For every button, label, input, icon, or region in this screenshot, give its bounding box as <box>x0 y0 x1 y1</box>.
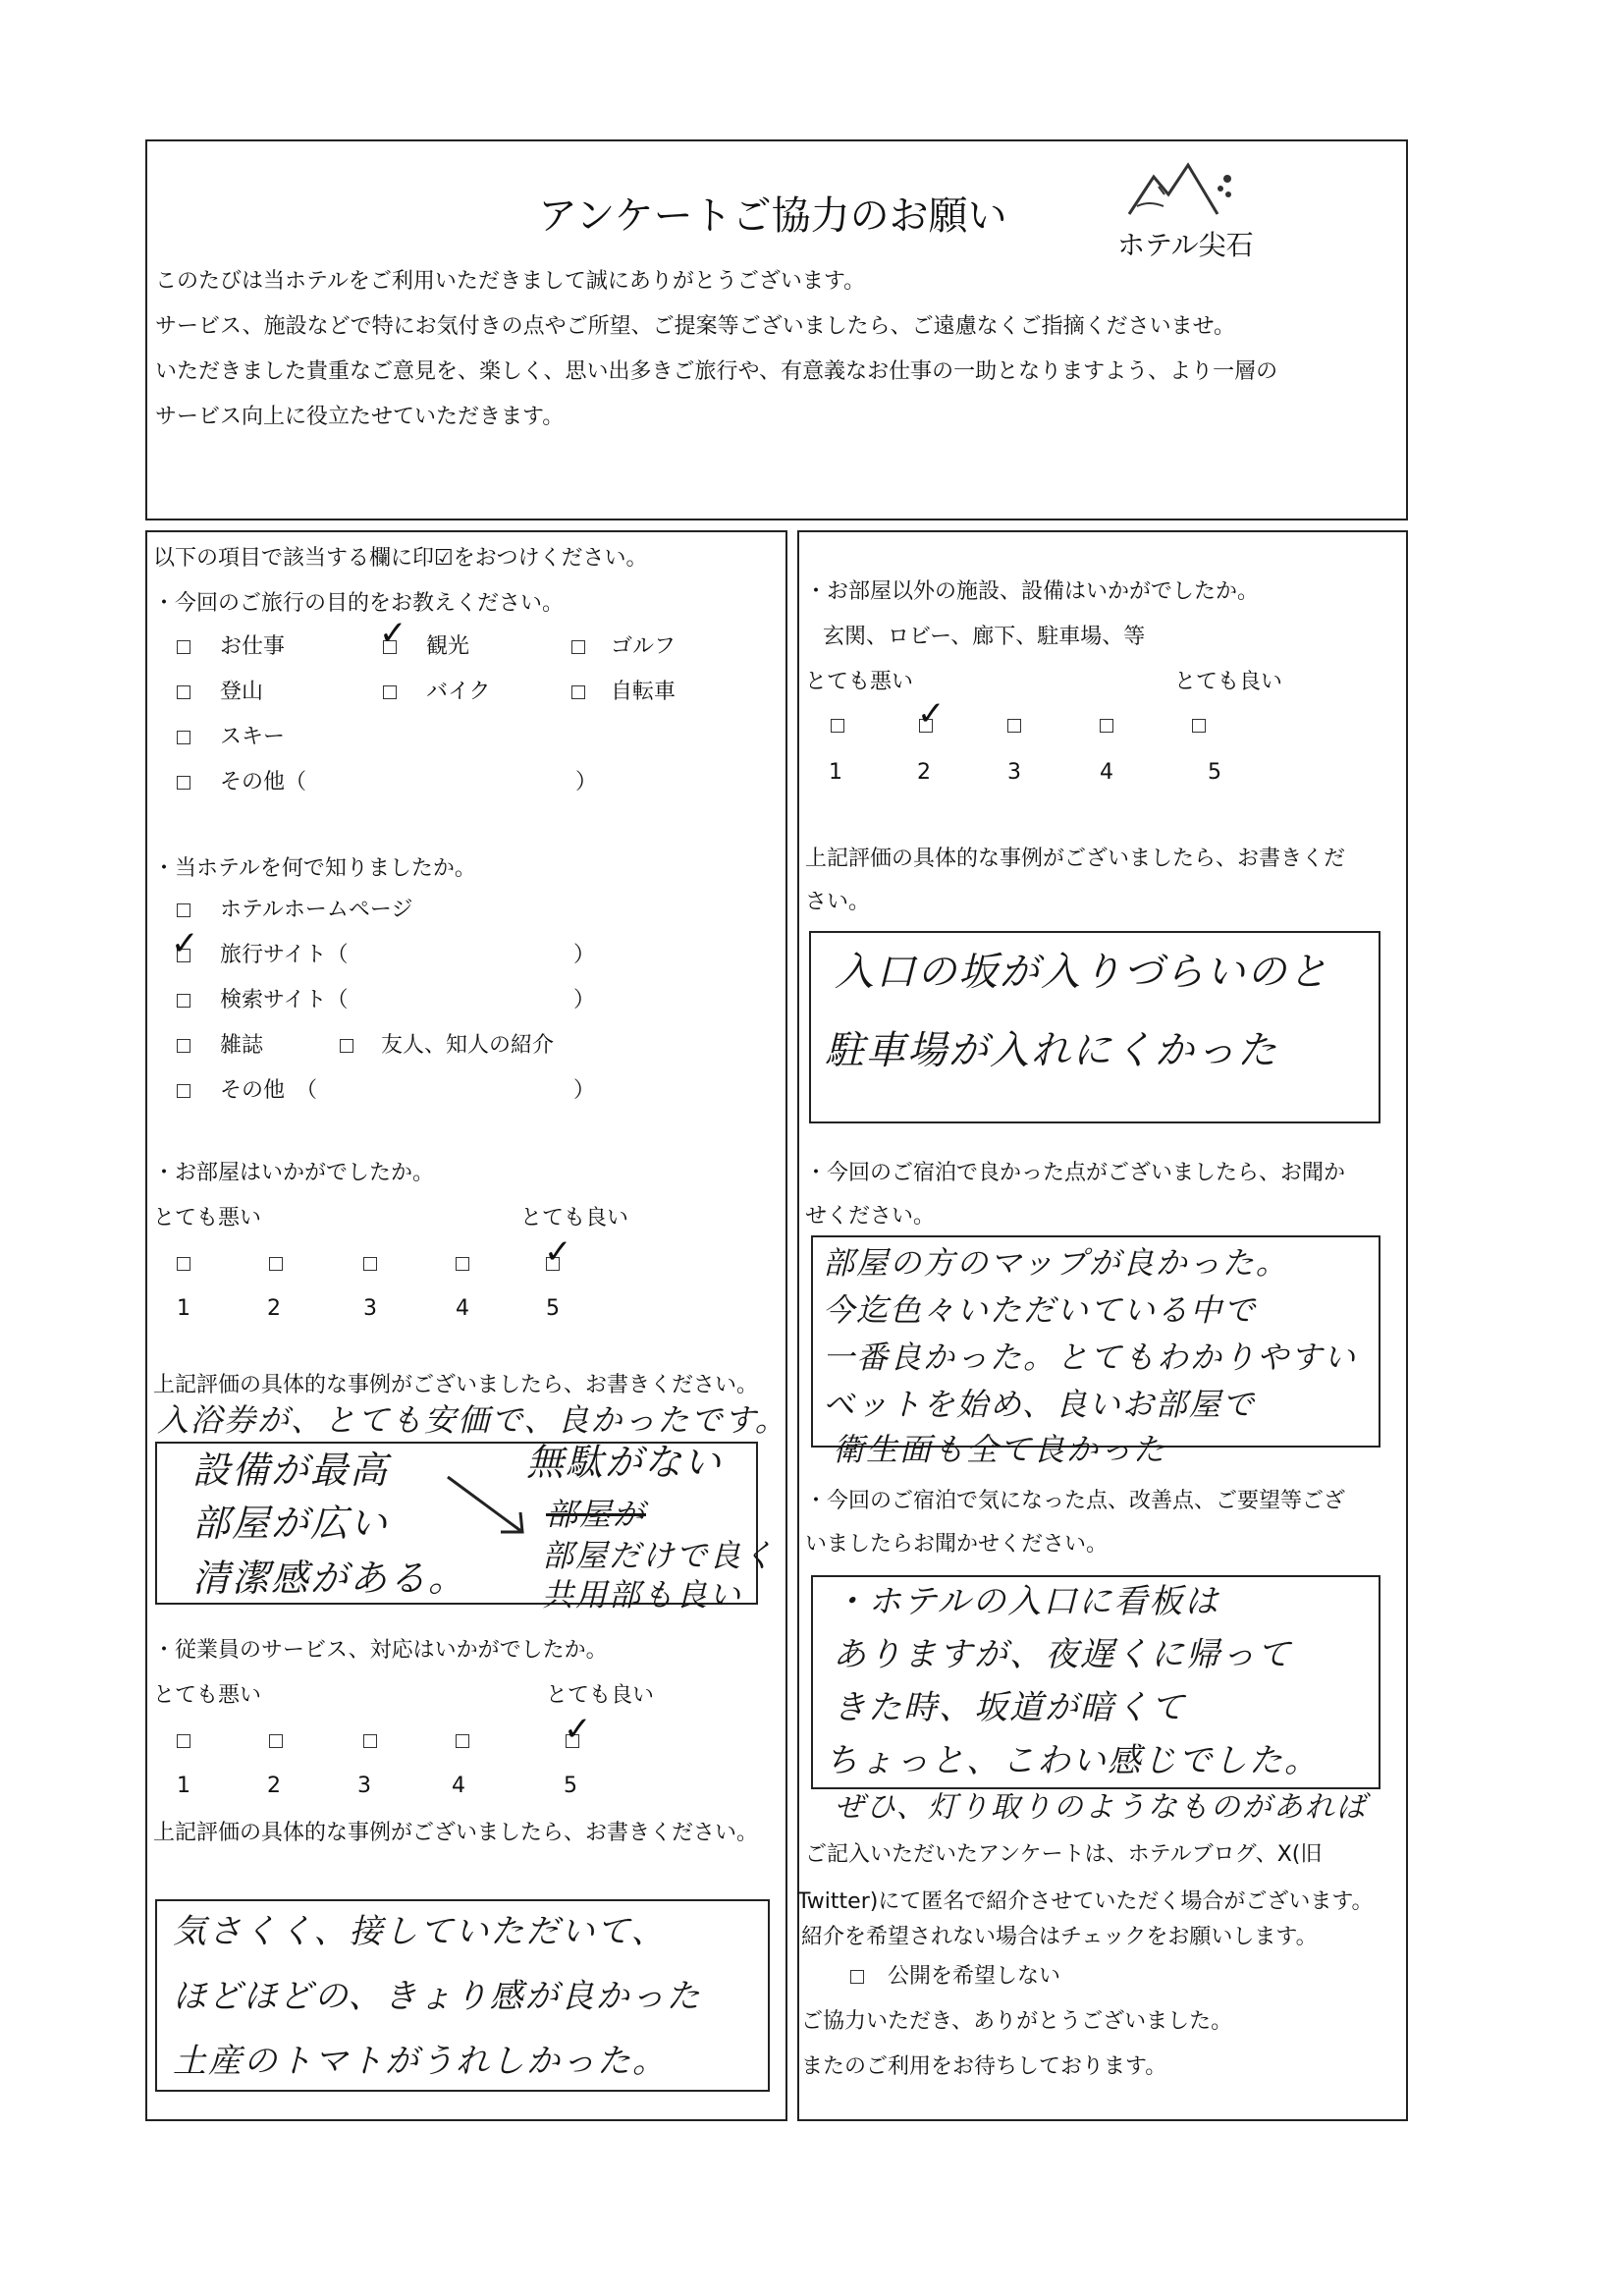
good-points-line-5: 衛生面も全て良かった <box>833 1431 1167 1468</box>
closing-line-2: Twitter)にて匿名で紹介させていただく場合がございます。 <box>797 1889 1374 1914</box>
good-points-line-4: ベットを始め、良いお部屋で <box>823 1386 1256 1423</box>
checkbox-purpose-other[interactable] <box>177 776 190 790</box>
intro-line-3: いただきました貴重なご意見を、楽しく、思い出多きご旅行や、有意義なお仕事の一助となりますよう、より一層の <box>155 359 1278 384</box>
room-scale-5: 5 <box>546 1296 560 1321</box>
facilities-low-label: とても悪い <box>805 670 914 694</box>
room-scale-2: 2 <box>267 1296 281 1321</box>
checkbox-golf[interactable] <box>571 640 585 654</box>
check-mark: ✓ <box>379 614 407 653</box>
intro-line-1: このたびは当ホテルをご利用いただきまして誠にありがとうございます。 <box>155 269 866 294</box>
option-bike: バイク <box>426 680 491 704</box>
staff-high-label: とても良い <box>546 1683 655 1708</box>
left-column-box <box>145 530 787 2121</box>
facilities-comment-line-1: 入口の坂が入りづらいのと <box>835 950 1329 995</box>
closing-again: またのご利用をお待ちしております。 <box>801 2054 1167 2079</box>
checkbox-homepage[interactable] <box>177 903 190 917</box>
intro-line-4: サービス向上に役立たせていただきます。 <box>155 405 565 429</box>
option-climbing: 登山 <box>220 680 264 704</box>
staff-detail-prompt: 上記評価の具体的な事例がございましたら、お書きください。 <box>153 1821 759 1845</box>
staff-scale-2: 2 <box>267 1774 281 1798</box>
room-scale-4: 4 <box>456 1296 469 1321</box>
option-bicycle: 自転車 <box>611 680 677 704</box>
option-travel-site: 旅行サイト（ <box>220 943 349 967</box>
option-golf: ゴルフ <box>611 634 677 659</box>
checkbox-magazine[interactable] <box>177 1039 190 1053</box>
room-handwritten-above: 入浴券が、とても安価で、良かったです。 <box>157 1401 788 1439</box>
room-scale-1: 1 <box>177 1296 190 1321</box>
checkbox-work[interactable] <box>177 640 190 654</box>
option-ski: スキー <box>220 725 286 749</box>
option-homepage: ホテルホームページ <box>220 898 413 922</box>
facilities-scale-1: 1 <box>829 760 842 785</box>
purpose-other-close: ） <box>575 770 598 794</box>
mountain-logo-icon <box>1110 155 1257 234</box>
instruction-text: 以下の項目で該当する欄に印☑をおつけください。 <box>153 546 648 571</box>
check-mark: ✓ <box>544 1232 572 1272</box>
staff-rating-2[interactable] <box>269 1734 283 1748</box>
facilities-scale-3: 3 <box>1007 760 1021 785</box>
staff-comment-line-1: 気さくく、接していただいて、 <box>173 1912 667 1951</box>
closing-line-1: ご記入いただいたアンケートは、ホテルブログ、X(旧 <box>805 1842 1323 1867</box>
room-detail-prompt: 上記評価の具体的な事例がございましたら、お書きください。 <box>153 1373 759 1397</box>
intro-line-2: サービス、施設などで特にお気付きの点やご所望、ご提案等ございましたら、ご遠慮なくご指摘くださいませ。 <box>155 314 1236 339</box>
option-search-site: 検索サイト（ <box>220 988 349 1012</box>
good-points-line-3: 一番良かった。とてもわかりやすい <box>823 1339 1358 1376</box>
staff-scale-5: 5 <box>564 1774 577 1798</box>
room-rating-3[interactable] <box>363 1257 377 1271</box>
option-friend: 友人、知人の紹介 <box>381 1033 555 1058</box>
concerns-prompt-1: ・今回のご宿泊で気になった点、改善点、ご要望等ござ <box>805 1489 1346 1513</box>
staff-comment-line-3: 土産のトマトがうれしかった。 <box>173 2042 668 2081</box>
checkbox-ski[interactable] <box>177 731 190 744</box>
room-low-label: とても悪い <box>153 1206 262 1230</box>
checkbox-climbing[interactable] <box>177 685 190 699</box>
facilities-rating-4[interactable] <box>1100 719 1113 733</box>
search-site-close: ） <box>573 988 596 1012</box>
check-mark: ✓ <box>917 694 946 734</box>
good-points-prompt-1: ・今回のご宿泊で良かった点がございましたら、お聞か <box>805 1161 1346 1185</box>
check-mark: ✓ <box>564 1710 592 1749</box>
room-comment-strike: 部屋が <box>546 1496 647 1533</box>
room-comment-right-3: 共用部も良い <box>542 1576 743 1613</box>
source-question: ・当ホテルを何で知りましたか。 <box>153 856 476 881</box>
staff-question: ・従業員のサービス、対応はいかがでしたか。 <box>153 1638 608 1663</box>
purpose-question: ・今回のご旅行の目的をお教えください。 <box>153 591 565 616</box>
room-comment-line-1: 設備が最高 <box>192 1449 390 1492</box>
facilities-rating-3[interactable] <box>1007 719 1021 733</box>
room-rating-2[interactable] <box>269 1257 283 1271</box>
facilities-scale-2: 2 <box>917 760 931 785</box>
staff-rating-3[interactable] <box>363 1734 377 1748</box>
closing-line-3: 紹介を希望されない場合はチェックをお願いします。 <box>801 1925 1318 1949</box>
concerns-prompt-2: いましたらお聞かせください。 <box>805 1532 1109 1557</box>
facilities-rating-1[interactable] <box>831 719 844 733</box>
facilities-rating-5[interactable] <box>1192 719 1206 733</box>
survey-title: アンケートご協力のお願い <box>538 193 1007 239</box>
room-comment-line-3: 清潔感がある。 <box>192 1557 468 1600</box>
check-mark: ✓ <box>171 924 199 963</box>
hotel-logo <box>1110 155 1257 263</box>
option-purpose-other: その他（ <box>220 770 307 794</box>
optout-label: 公開を希望しない <box>888 1964 1061 1989</box>
staff-low-label: とても悪い <box>153 1683 262 1708</box>
room-rating-1[interactable] <box>177 1257 190 1271</box>
checkbox-bike[interactable] <box>383 685 397 699</box>
room-comment-line-2: 部屋が広い <box>192 1502 390 1545</box>
room-question: ・お部屋はいかがでしたか。 <box>153 1161 435 1185</box>
option-magazine: 雑誌 <box>220 1033 264 1058</box>
facilities-detail-prompt-2: さい。 <box>805 890 871 914</box>
staff-scale-4: 4 <box>452 1774 465 1798</box>
facilities-scale-4: 4 <box>1100 760 1113 785</box>
staff-scale-3: 3 <box>357 1774 371 1798</box>
checkbox-optout[interactable] <box>850 1970 864 1984</box>
travel-site-close: ） <box>573 943 596 967</box>
concerns-line-4: ちょっと、こわい感じでした。 <box>825 1741 1320 1780</box>
checkbox-source-other[interactable] <box>177 1084 190 1098</box>
room-rating-4[interactable] <box>456 1257 469 1271</box>
concerns-line-2: ありますが、夜遅くに帰って <box>833 1635 1292 1674</box>
source-other-close: ） <box>573 1078 596 1103</box>
facilities-comment-line-2: 駐車場が入れにくかった <box>825 1028 1278 1073</box>
checkbox-search-site[interactable] <box>177 994 190 1008</box>
facilities-examples: 玄関、ロビー、廊下、駐車場、等 <box>823 625 1146 649</box>
room-comment-right-2: 部屋だけで良く <box>542 1537 777 1574</box>
staff-rating-4[interactable] <box>456 1734 469 1748</box>
room-scale-3: 3 <box>363 1296 377 1321</box>
logo-text: ホテル尖石 <box>1117 229 1254 261</box>
staff-comment-line-2: ほどほどの、きょり感が良かった <box>173 1977 702 2016</box>
concerns-line-5: ぜひ、灯り取りのようなものがあれば <box>835 1790 1368 1825</box>
checkbox-bicycle[interactable] <box>571 685 585 699</box>
checkbox-friend[interactable] <box>340 1039 353 1053</box>
facilities-scale-5: 5 <box>1208 760 1221 785</box>
option-source-other: その他 （ <box>220 1078 318 1103</box>
room-high-label: とても良い <box>520 1206 629 1230</box>
closing-thanks: ご協力いただき、ありがとうございました。 <box>801 2009 1233 2034</box>
facilities-high-label: とても良い <box>1174 670 1283 694</box>
room-comment-right-1: 無駄がない <box>526 1441 724 1484</box>
facilities-question: ・お部屋以外の施設、設備はいかがでしたか。 <box>805 579 1260 604</box>
arrow-icon <box>444 1473 532 1542</box>
facilities-detail-prompt-1: 上記評価の具体的な事例がございましたら、お書きくだ <box>805 847 1346 871</box>
option-work: お仕事 <box>220 634 286 659</box>
option-sightseeing: 観光 <box>426 634 470 659</box>
good-points-prompt-2: せください。 <box>805 1204 936 1229</box>
staff-rating-1[interactable] <box>177 1734 190 1748</box>
staff-scale-1: 1 <box>177 1774 190 1798</box>
good-points-line-2: 今迄色々いただいている中で <box>823 1291 1258 1329</box>
concerns-line-3: きた時、坂道が暗くて <box>833 1688 1186 1727</box>
concerns-line-1: ・ホテルの入口に看板は <box>833 1582 1220 1621</box>
good-points-line-1: 部屋の方のマップが良かった。 <box>823 1244 1289 1282</box>
